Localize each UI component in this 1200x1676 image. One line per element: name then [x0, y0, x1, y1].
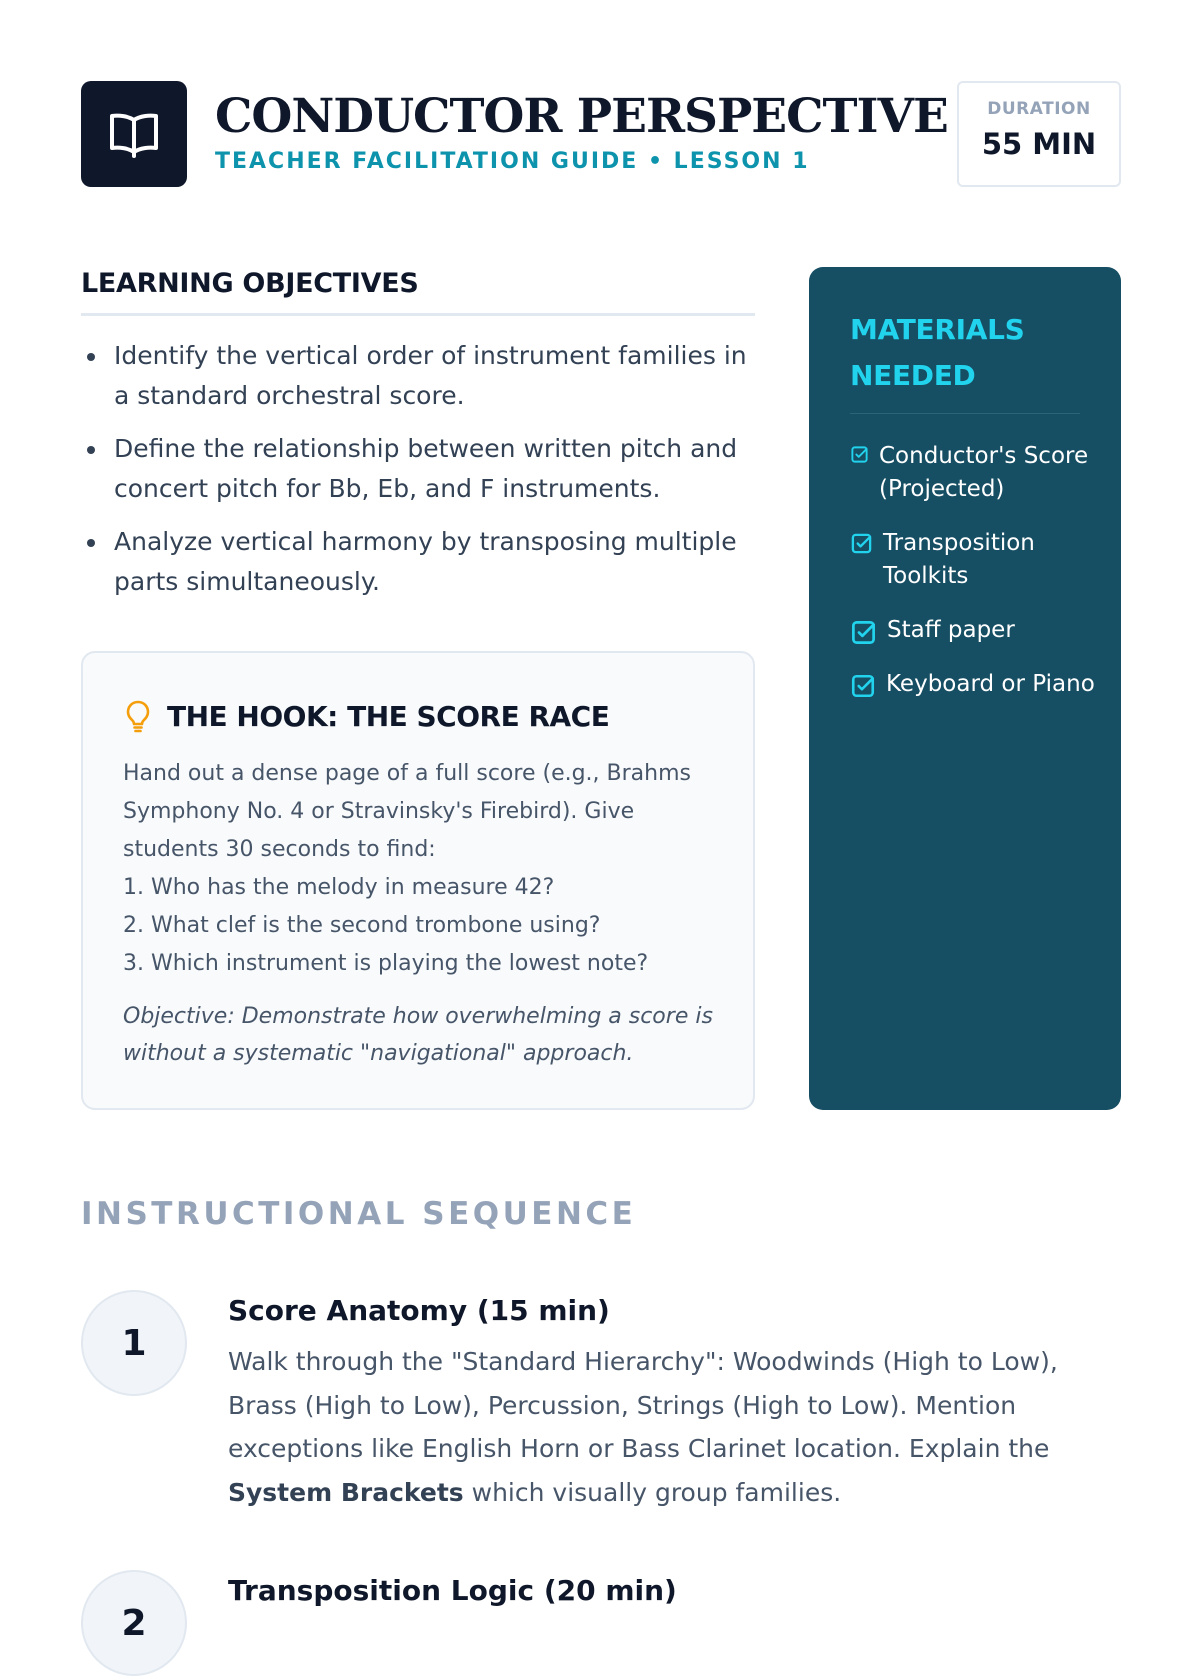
logo-badge	[81, 81, 187, 187]
step-bold-term: System Brackets	[228, 1477, 464, 1507]
checkbox-icon	[850, 673, 876, 699]
objective-item: Identify the vertical order of instrument families in a standard orchestral score.	[81, 336, 755, 416]
materials-item-label: Keyboard or Piano	[886, 671, 1095, 697]
checkbox-icon	[850, 532, 873, 555]
materials-heading: MATERIALS NEEDED	[850, 313, 1025, 392]
checkbox-icon	[850, 619, 877, 646]
step-number-badge: 1	[81, 1290, 187, 1396]
duration-badge	[957, 81, 1121, 187]
materials-item	[850, 614, 1100, 647]
materials-divider	[850, 413, 1080, 414]
objective-item: Define the relationship between written pitch and concert pitch for Bb, Eb, and F instruments.	[81, 429, 755, 509]
checkbox-icon	[850, 445, 869, 464]
step-number-badge: 2	[81, 1570, 187, 1676]
hook-body	[123, 755, 723, 983]
hook-objective-note: Objective: Demonstrate how overwhelming a score is without a systematic "navigational" approach.	[123, 1004, 713, 1066]
page-header	[81, 81, 1121, 187]
hook-intro: Hand out a dense page of a full score (e.g., Brahms Symphony No. 4 or Stravinsky's Firebird). Give students 30 seconds to find:	[123, 761, 691, 862]
objectives-heading: LEARNING OBJECTIVES	[81, 268, 755, 316]
hook-question: 3. Which instrument is playing the lowest note?	[123, 951, 649, 976]
page-subtitle: TEACHER FACILITATION GUIDE • LESSON 1	[215, 149, 810, 174]
hook-card	[81, 651, 755, 1110]
lightbulb-icon	[125, 699, 151, 733]
objective-item: Analyze vertical harmony by transposing multiple parts simultaneously.	[81, 522, 755, 602]
hook-question: 1. Who has the melody in measure 42?	[123, 875, 555, 900]
objectives-list	[81, 336, 755, 602]
materials-panel	[809, 267, 1121, 1110]
materials-list	[850, 440, 1100, 722]
hook-title: THE HOOK: THE SCORE RACE	[167, 699, 610, 733]
materials-item-label: Conductor's Score (Projected)	[879, 443, 1089, 502]
step-description	[228, 1340, 1088, 1514]
hook-header	[125, 699, 609, 733]
step-title: Transposition Logic (20 min)	[228, 1574, 677, 1607]
open-book-icon	[108, 111, 160, 157]
page-title: CONDUCTOR PERSPECTIVE	[215, 89, 948, 144]
materials-item-label: Staff paper	[887, 617, 1015, 643]
materials-item	[850, 668, 1100, 701]
step-text: Walk through the "Standard Hierarchy": Woodwinds (High to Low), Brass (High to Low), Percussion, Strings (High to Low). Mention exceptions like English Horn or Bass Clarinet location. Explain the	[228, 1347, 1058, 1463]
learning-objectives-section	[81, 268, 755, 615]
duration-value: 55 MIN	[981, 127, 1097, 161]
hook-question: 2. What clef is the second trombone using?	[123, 913, 601, 938]
step-title: Score Anatomy (15 min)	[228, 1294, 610, 1327]
materials-item	[850, 440, 1100, 506]
materials-item-label: Transposition Toolkits	[883, 530, 1035, 589]
materials-item	[850, 527, 1100, 593]
step-text: which visually group families.	[463, 1477, 842, 1507]
sequence-heading: INSTRUCTIONAL SEQUENCE	[81, 1196, 637, 1232]
duration-label: DURATION	[987, 99, 1091, 119]
